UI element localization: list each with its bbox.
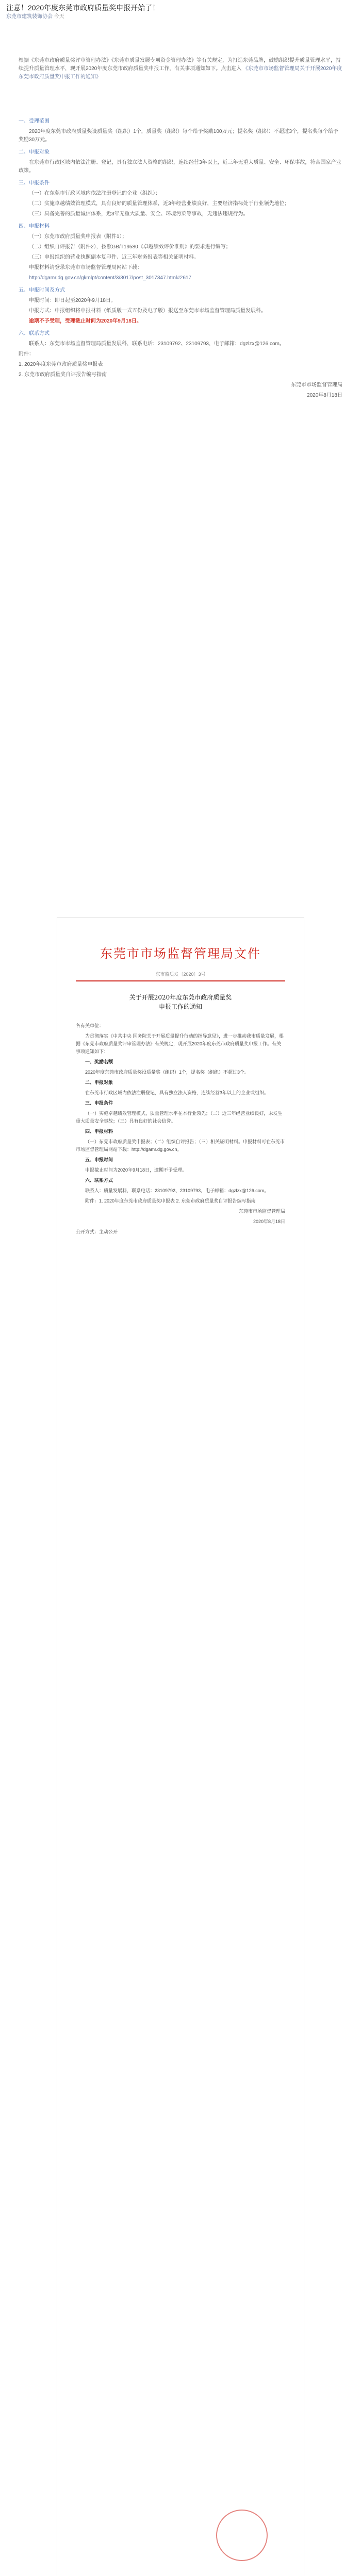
section-heading: 二、申报对象 xyxy=(19,149,50,155)
notice-body xyxy=(19,113,342,400)
document-paragraph: （一）东莞市政府质量奖申报表；（二）组织自评报告；（三）相关证明材料。申报材料可在东莞市市场监督管理局网站下载：http://dgamr.dg.gov.cn。 xyxy=(76,1139,285,1152)
section-text: 申报时间：即日起至2020年9月18日。 xyxy=(29,298,116,303)
section-heading: 六、联系方式 xyxy=(19,331,50,336)
document-paragraph: 联系人：质量发展科，联系电话：23109792、23109793，电子邮箱：dgzlzx@126.com。 xyxy=(85,1188,269,1193)
section-text: （一）在东莞市行政区域内依法注册登记的企业（组织）； xyxy=(29,191,160,196)
document-paragraph: 2020年度东莞市政府质量奖设质量奖（组织）1个，提名奖（组织）不超过3个。 xyxy=(85,1070,250,1075)
intro-paragraph xyxy=(19,57,342,81)
article-title: 注意！2020年度东莞市政府质量奖申报开始了！ xyxy=(6,4,160,12)
document-heading: 三、申报条件 xyxy=(85,1100,113,1106)
document-body xyxy=(57,1011,304,1236)
document-heading: 一、奖励名额 xyxy=(85,1059,113,1064)
section-text: 申报材料请登录东莞市市场监督管理局网站下载： xyxy=(29,265,142,270)
attachment-item[interactable]: 1. 2020年度东莞市政府质量奖申报表 xyxy=(19,362,103,367)
section-text: （三）具备完善的质量诚信体系，近3年无重大质量、安全、环境污染等事故，无违法违规行为。 xyxy=(29,211,249,217)
section-text: （二）组织自评报告（附件2），按照GB/T19580《卓越绩效评价准则》的要求进行编写； xyxy=(29,244,231,250)
document-greeting: 各有关单位： xyxy=(76,1023,104,1028)
document-number: 东市监质发〔2020〕3号 xyxy=(155,972,206,977)
section-text: 2020年度东莞市政府质量奖设质量奖（组织）1个，质量奖（组织）每个给予奖励100万元；提名奖（组织）不超过3个，提名奖每个给予奖励30万元。 xyxy=(19,129,339,143)
section-text: 联系人：东莞市市场监督管理局质量发展科，联系电话：23109792、23109793，电子邮箱：dgzlzx@126.com。 xyxy=(29,341,285,347)
section-text: 申报方式：申报组织将申报材料（纸质版一式五份及电子版）报送至东莞市市场监督管理局质量发展科。 xyxy=(29,308,266,314)
document-sign-date: 2020年8月18日 xyxy=(253,1219,285,1224)
document-attachments: 附件：1. 2020年度东莞市政府质量奖申报表 2. 东莞市政府质量奖自评报告编写指南 xyxy=(85,1198,256,1204)
section-heading: 一、受理范围 xyxy=(19,118,50,124)
publish-date: 今天 xyxy=(54,14,64,20)
article-header xyxy=(0,0,361,25)
section-heading: 五、申报时间及方式 xyxy=(19,287,65,293)
attachment-heading: 附件： xyxy=(19,351,34,357)
section-heading: 三、申报条件 xyxy=(19,180,50,186)
document-heading: 四、申报材料 xyxy=(85,1129,113,1134)
document-sign-org: 东莞市市场监督管理局 xyxy=(238,1209,285,1214)
download-link[interactable]: http://dgamr.dg.gov.cn/gkmlpt/content/3/3017/post_3017347.html#2617 xyxy=(29,275,192,281)
intro-text: 根据《东莞市政府质量奖评审管理办法》《东莞市质量发展专项资金管理办法》等有关规定，为打造东莞品牌，鼓励组织提升质量管理水平，持续提升质量管理水平，现开展2020年度东莞市政府质量奖申报工作，有关事项通知如下。点击进入 xyxy=(19,58,341,72)
document-heading: 六、联系方式 xyxy=(85,1178,113,1183)
document-subtitle: 关于开展2020年度东莞市政府质量奖 申报工作的通知 xyxy=(129,994,232,1010)
attachment-list xyxy=(19,350,342,379)
signature-date: 2020年8月18日 xyxy=(307,393,342,398)
author-link[interactable]: 东莞市建筑装饰协会 xyxy=(6,14,53,20)
document-heading: 五、申报时间 xyxy=(85,1157,113,1162)
intro-link[interactable]: 《东莞市市场监督管理局关于开展2020年度东莞市政府质量奖申报工作的通知》 xyxy=(19,66,342,80)
official-seal-icon xyxy=(216,2510,268,2561)
document-heading: 二、申报对象 xyxy=(85,1080,113,1085)
deadline-highlight: 逾期不予受理，受理截止时间为2020年9月18日。 xyxy=(29,318,142,324)
document-paragraph: （一）实施卓越绩效管理模式，质量管理水平在本行业领先；（二）近三年经营业绩良好，未发生重大质量安全事故；（三）具有良好的社会信誉。 xyxy=(76,1111,283,1124)
document-publicity: 公开方式：主动公开 xyxy=(76,1229,118,1234)
document-paragraph: 申报截止时间为2020年9月18日，逾期不予受理。 xyxy=(85,1167,187,1173)
section-text: （三）申报组织的营业执照副本复印件、近三年财务报表等相关证明材料。 xyxy=(29,255,199,260)
document-paragraph: 为贯彻落实《中共中央 国务院关于开展质量提升行动的指导意见》，进一步推动我市质量发展，根据《东莞市政府质量奖评审管理办法》有关规定，现开展2020年度东莞市政府质量奖申报工作。有关事项通知如下： xyxy=(76,1033,284,1054)
section-text: （二）实施卓越绩效管理模式，具有良好的质量管理体系，近3年经营业绩良好，主要经济指标处于行业领先地位； xyxy=(29,201,290,207)
attachment-item[interactable]: 2. 东莞市政府质量奖自评报告编写指南 xyxy=(19,372,107,378)
section-text: （一）东莞市政府质量奖申报表（附件1）； xyxy=(29,234,127,240)
section-heading: 四、申报材料 xyxy=(19,224,50,229)
header-red-rule xyxy=(76,980,285,981)
official-document-image xyxy=(57,917,304,2576)
document-agency-header: 东莞市市场监督管理局文件 xyxy=(100,946,261,961)
section-text: 在东莞市行政区域内依法注册、登记，具有独立法人资格的组织，连续经营3年以上，近三年无重大质量、安全、环保事故，符合国家产业政策。 xyxy=(19,160,341,174)
signature-org: 东莞市市场监督管理局 xyxy=(291,382,342,388)
article-meta xyxy=(6,13,355,21)
document-paragraph: 在东莞市行政区域内依法注册登记，具有独立法人资格，连续经营3年以上的企业或组织。 xyxy=(85,1090,269,1095)
